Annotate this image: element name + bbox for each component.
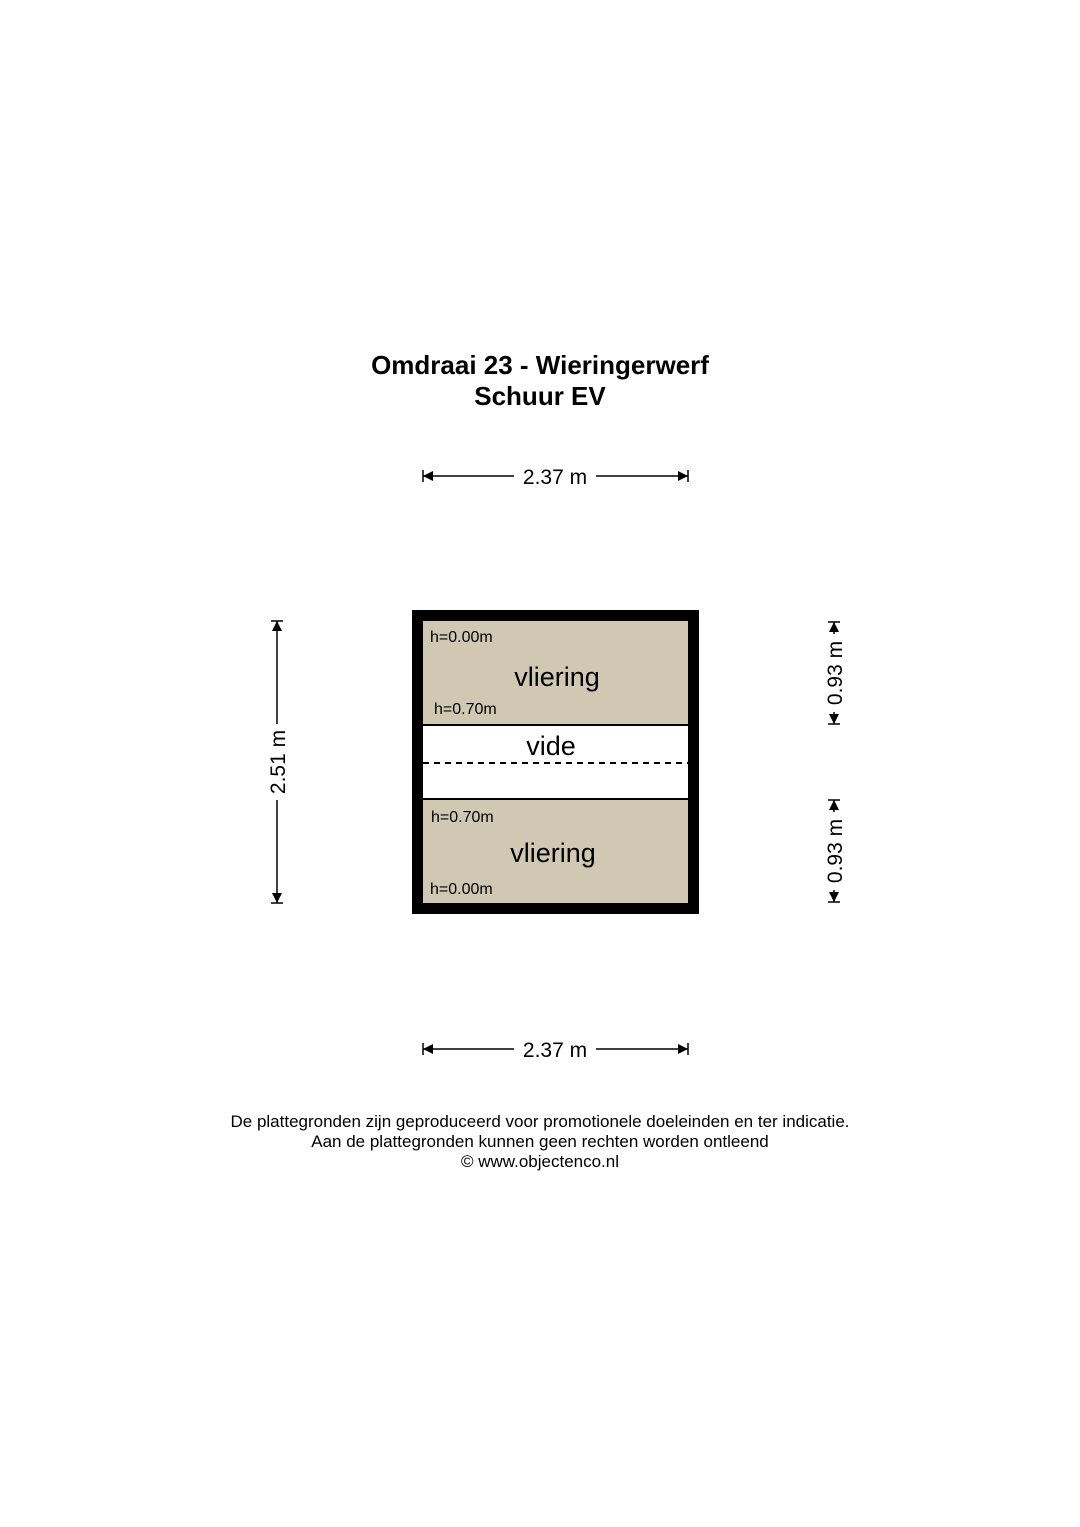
dimension-right-upper-label: 0.93 m — [824, 640, 847, 706]
lower-height-top: h=0.70m — [431, 809, 494, 826]
lower-height-bottom: h=0.00m — [430, 881, 493, 898]
copyright-line: © www.objectenco.nl — [460, 1152, 620, 1171]
plan-title-address: Omdraai 23 - Wieringerwerf — [371, 350, 709, 380]
upper-height-top: h=0.00m — [430, 629, 493, 646]
dimension-left-label: 2.51 m — [267, 729, 290, 795]
disclaimer-line-1: De plattegronden zijn geproduceerd voor promotionele doeleinden en ter indicatie. — [230, 1112, 850, 1131]
dimension-bottom-width — [423, 1039, 688, 1062]
plan-title-floor: Schuur EV — [474, 381, 606, 411]
dimension-top-width — [423, 466, 688, 489]
dimension-right-lower-label: 0.93 m — [824, 818, 847, 884]
lower-room-name: vliering — [510, 838, 596, 868]
upper-room-name: vliering — [514, 662, 600, 692]
upper-height-bottom: h=0.70m — [434, 701, 497, 718]
vide-room-name: vide — [526, 731, 576, 761]
dimension-left-height — [267, 621, 290, 903]
dimension-right-lower — [824, 800, 847, 902]
dimension-right-upper — [824, 622, 847, 724]
disclaimer-line-2: Aan de plattegronden kunnen geen rechten worden ontleend — [311, 1132, 769, 1151]
dimension-top-label: 2.37 m — [522, 466, 588, 489]
dimension-bottom-label: 2.37 m — [522, 1039, 588, 1062]
